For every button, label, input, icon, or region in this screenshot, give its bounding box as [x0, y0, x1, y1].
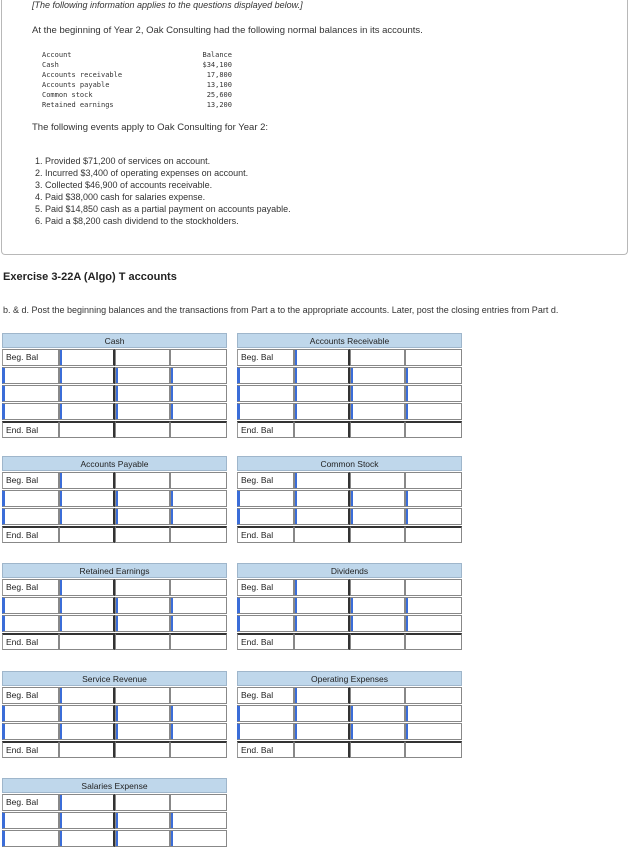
t-account-row — [237, 579, 462, 596]
credit-label-input[interactable] — [115, 812, 170, 829]
debit-amount-input[interactable] — [59, 508, 115, 525]
end-bal-label: End. Bal — [2, 526, 59, 543]
credit-label-input[interactable] — [115, 508, 170, 525]
debit-label-input[interactable] — [237, 705, 294, 722]
credit-amount-input[interactable] — [170, 723, 227, 740]
credit-amount-cell — [405, 687, 462, 704]
t-account-row — [2, 687, 227, 704]
header-account: Account — [42, 51, 72, 59]
balance-table — [42, 50, 232, 110]
balance-row — [42, 60, 232, 70]
credit-amount-cell — [170, 421, 227, 438]
credit-label-input[interactable] — [115, 597, 170, 614]
end-bal-amount — [59, 421, 115, 438]
credit-amount-cell — [405, 579, 462, 596]
debit-label-input[interactable] — [2, 723, 59, 740]
debit-label-input[interactable] — [2, 615, 59, 632]
debit-amount-input[interactable] — [294, 615, 350, 632]
credit-label-input[interactable] — [350, 490, 405, 507]
balance-row — [42, 90, 232, 100]
t-account-row — [237, 615, 462, 632]
credit-label-input[interactable] — [115, 830, 170, 847]
event-item: 6. Paid a $8,200 cash dividend to the stockholders. — [35, 216, 239, 226]
t-account-row — [2, 508, 227, 525]
credit-label-cell — [115, 349, 170, 366]
debit-amount-input[interactable] — [294, 508, 350, 525]
balance-row — [42, 70, 232, 80]
debit-amount-input[interactable] — [59, 812, 115, 829]
debit-amount-input[interactable] — [294, 367, 350, 384]
debit-label-input[interactable] — [2, 508, 59, 525]
debit-amount-input[interactable] — [294, 349, 350, 366]
event-item: 5. Paid $14,850 cash as a partial payment on accounts payable. — [35, 204, 291, 214]
credit-amount-cell — [405, 633, 462, 650]
credit-amount-cell — [405, 741, 462, 758]
balance-amount: $34,100 — [202, 61, 232, 69]
end-bal-amount — [59, 526, 115, 543]
debit-amount-input[interactable] — [59, 349, 115, 366]
t-account-title: Accounts Receivable — [237, 333, 462, 348]
debit-amount-input[interactable] — [59, 403, 115, 420]
credit-label-input[interactable] — [115, 490, 170, 507]
end-bal-label: End. Bal — [2, 421, 59, 438]
t-account-row — [237, 367, 462, 384]
credit-label-cell — [115, 633, 170, 650]
t-account-row — [237, 687, 462, 704]
credit-label-input[interactable] — [115, 403, 170, 420]
beg-bal-label: Beg. Bal — [237, 472, 294, 489]
t-account-title: Service Revenue — [2, 671, 227, 686]
credit-amount-input[interactable] — [405, 385, 462, 402]
end-bal-amount — [59, 633, 115, 650]
credit-label-cell — [350, 526, 405, 543]
info-intro: At the beginning of Year 2, Oak Consulting had the following normal balances in its accounts. — [32, 25, 423, 36]
credit-amount-input[interactable] — [170, 812, 227, 829]
t-account-row — [2, 421, 227, 438]
t-account-row — [2, 794, 227, 811]
debit-amount-input[interactable] — [294, 705, 350, 722]
credit-amount-input[interactable] — [170, 490, 227, 507]
t-account-title: Cash — [2, 333, 227, 348]
debit-label-input[interactable] — [237, 367, 294, 384]
debit-amount-input[interactable] — [59, 472, 115, 489]
exercise-instructions: b. & d. Post the beginning balances and the transactions from Part a to the appropriate accounts. Later, post the closing entries from Part d. — [3, 305, 559, 315]
debit-label-input[interactable] — [237, 597, 294, 614]
t-account-service-revenue — [2, 671, 227, 758]
debit-amount-input[interactable] — [294, 403, 350, 420]
balance-account: Accounts receivable — [42, 71, 123, 79]
events-list — [35, 155, 291, 227]
credit-amount-input[interactable] — [405, 367, 462, 384]
debit-label-input[interactable] — [2, 385, 59, 402]
t-account-row — [237, 385, 462, 402]
credit-amount-cell — [170, 794, 227, 811]
balance-amount: 17,800 — [206, 71, 232, 79]
credit-amount-input[interactable] — [405, 615, 462, 632]
end-bal-label: End. Bal — [2, 741, 59, 758]
credit-label-input[interactable] — [115, 367, 170, 384]
exercise-title: Exercise 3-22A (Algo) T accounts — [3, 271, 177, 283]
balance-table-header — [42, 50, 232, 60]
debit-amount-input[interactable] — [294, 472, 350, 489]
t-account-title: Accounts Payable — [2, 456, 227, 471]
debit-label-input[interactable] — [2, 812, 59, 829]
t-account-accounts-receivable — [237, 333, 462, 438]
credit-label-cell — [115, 472, 170, 489]
t-account-row — [237, 403, 462, 420]
t-account-row — [2, 723, 227, 740]
credit-label-cell — [115, 687, 170, 704]
beg-bal-label: Beg. Bal — [2, 349, 59, 366]
t-account-operating-expenses — [237, 671, 462, 758]
credit-label-input[interactable] — [115, 385, 170, 402]
t-account-row — [2, 633, 227, 650]
event-item: 3. Collected $46,900 of accounts receivable. — [35, 180, 213, 190]
t-account-row — [2, 472, 227, 489]
debit-amount-input[interactable] — [59, 830, 115, 847]
credit-label-input[interactable] — [350, 385, 405, 402]
t-account-row — [237, 472, 462, 489]
debit-amount-input[interactable] — [59, 490, 115, 507]
debit-amount-input[interactable] — [59, 597, 115, 614]
debit-amount-input[interactable] — [59, 385, 115, 402]
t-account-row — [2, 830, 227, 847]
credit-amount-cell — [170, 526, 227, 543]
beg-bal-label: Beg. Bal — [2, 579, 59, 596]
t-account-title: Retained Earnings — [2, 563, 227, 578]
credit-amount-input[interactable] — [170, 403, 227, 420]
header-balance: Balance — [202, 51, 232, 59]
debit-amount-input[interactable] — [294, 723, 350, 740]
credit-amount-cell — [170, 349, 227, 366]
t-account-common-stock — [237, 456, 462, 543]
t-account-row — [2, 490, 227, 507]
debit-label-input[interactable] — [2, 830, 59, 847]
end-bal-amount — [294, 421, 350, 438]
event-item: 2. Incurred $3,400 of operating expenses on account. — [35, 168, 249, 178]
credit-amount-input[interactable] — [170, 705, 227, 722]
credit-amount-cell — [170, 741, 227, 758]
balance-amount: 13,200 — [206, 101, 232, 109]
credit-label-cell — [350, 687, 405, 704]
credit-amount-input[interactable] — [170, 367, 227, 384]
credit-label-cell — [115, 579, 170, 596]
debit-label-input[interactable] — [237, 615, 294, 632]
t-account-row — [2, 579, 227, 596]
t-account-row — [237, 705, 462, 722]
credit-amount-input[interactable] — [170, 615, 227, 632]
credit-label-cell — [350, 741, 405, 758]
t-account-row — [237, 741, 462, 758]
debit-label-input[interactable] — [2, 367, 59, 384]
debit-amount-input[interactable] — [294, 687, 350, 704]
event-item: 4. Paid $38,000 cash for salaries expense. — [35, 192, 206, 202]
credit-label-cell — [115, 421, 170, 438]
t-account-row — [237, 723, 462, 740]
credit-label-cell — [350, 579, 405, 596]
balance-account: Accounts payable — [42, 81, 110, 89]
t-account-title: Dividends — [237, 563, 462, 578]
credit-amount-input[interactable] — [405, 403, 462, 420]
debit-amount-input[interactable] — [59, 367, 115, 384]
balance-account: Retained earnings — [42, 101, 114, 109]
end-bal-amount — [59, 741, 115, 758]
credit-amount-input[interactable] — [170, 508, 227, 525]
t-account-row — [237, 597, 462, 614]
event-item: 1. Provided $71,200 of services on account. — [35, 156, 211, 166]
t-account-accounts-payable — [2, 456, 227, 543]
beg-bal-label: Beg. Bal — [237, 579, 294, 596]
debit-label-input[interactable] — [237, 723, 294, 740]
debit-amount-input[interactable] — [294, 490, 350, 507]
debit-label-input[interactable] — [2, 403, 59, 420]
end-bal-label: End. Bal — [237, 633, 294, 650]
t-account-row — [2, 526, 227, 543]
credit-label-input[interactable] — [350, 597, 405, 614]
beg-bal-label: Beg. Bal — [2, 472, 59, 489]
credit-label-input[interactable] — [350, 705, 405, 722]
beg-bal-label: Beg. Bal — [237, 349, 294, 366]
credit-label-cell — [350, 349, 405, 366]
t-account-row — [2, 705, 227, 722]
t-account-salaries-expense — [2, 778, 227, 847]
credit-amount-input[interactable] — [405, 723, 462, 740]
debit-amount-input[interactable] — [294, 579, 350, 596]
credit-amount-input[interactable] — [405, 508, 462, 525]
credit-label-input[interactable] — [350, 367, 405, 384]
debit-amount-input[interactable] — [294, 385, 350, 402]
t-account-row — [237, 633, 462, 650]
end-bal-amount — [294, 633, 350, 650]
balance-account: Common stock — [42, 91, 93, 99]
t-account-cash — [2, 333, 227, 438]
t-account-row — [237, 490, 462, 507]
credit-amount-input[interactable] — [405, 490, 462, 507]
info-notice: [The following information applies to the questions displayed below.] — [32, 0, 303, 10]
beg-bal-label: Beg. Bal — [2, 687, 59, 704]
credit-amount-cell — [405, 421, 462, 438]
debit-amount-input[interactable] — [294, 597, 350, 614]
credit-label-input[interactable] — [115, 615, 170, 632]
debit-label-input[interactable] — [2, 597, 59, 614]
credit-label-cell — [350, 633, 405, 650]
debit-label-input[interactable] — [2, 490, 59, 507]
t-account-row — [2, 349, 227, 366]
credit-amount-input[interactable] — [170, 597, 227, 614]
t-account-row — [2, 597, 227, 614]
end-bal-amount — [294, 741, 350, 758]
t-account-row — [2, 615, 227, 632]
balance-amount: 25,600 — [206, 91, 232, 99]
credit-amount-cell — [170, 579, 227, 596]
credit-amount-input[interactable] — [405, 597, 462, 614]
debit-label-input[interactable] — [2, 705, 59, 722]
credit-label-input[interactable] — [350, 508, 405, 525]
t-account-row — [2, 741, 227, 758]
debit-label-input[interactable] — [237, 403, 294, 420]
debit-amount-input[interactable] — [59, 615, 115, 632]
t-account-row — [237, 508, 462, 525]
balance-row — [42, 100, 232, 110]
credit-label-cell — [115, 526, 170, 543]
credit-amount-input[interactable] — [170, 385, 227, 402]
credit-amount-input[interactable] — [405, 705, 462, 722]
beg-bal-label: Beg. Bal — [2, 794, 59, 811]
end-bal-label: End. Bal — [237, 741, 294, 758]
debit-amount-input[interactable] — [59, 579, 115, 596]
debit-amount-input[interactable] — [59, 723, 115, 740]
t-account-retained-earnings — [2, 563, 227, 650]
t-account-row — [2, 385, 227, 402]
debit-label-input[interactable] — [237, 385, 294, 402]
beg-bal-label: Beg. Bal — [237, 687, 294, 704]
credit-label-input[interactable] — [115, 723, 170, 740]
info-panel — [1, 0, 628, 255]
credit-amount-cell — [170, 633, 227, 650]
credit-amount-cell — [170, 687, 227, 704]
balance-row — [42, 80, 232, 90]
end-bal-label: End. Bal — [237, 526, 294, 543]
t-account-row — [237, 349, 462, 366]
debit-label-input[interactable] — [237, 508, 294, 525]
credit-label-cell — [115, 794, 170, 811]
t-account-row — [2, 367, 227, 384]
end-bal-label: End. Bal — [2, 633, 59, 650]
debit-amount-input[interactable] — [59, 705, 115, 722]
credit-label-input[interactable] — [350, 403, 405, 420]
credit-label-input[interactable] — [115, 705, 170, 722]
t-account-dividends — [237, 563, 462, 650]
end-bal-amount — [294, 526, 350, 543]
credit-amount-cell — [405, 526, 462, 543]
credit-label-input[interactable] — [350, 615, 405, 632]
credit-amount-input[interactable] — [170, 830, 227, 847]
debit-label-input[interactable] — [237, 490, 294, 507]
debit-amount-input[interactable] — [59, 687, 115, 704]
t-account-title: Salaries Expense — [2, 778, 227, 793]
end-bal-label: End. Bal — [237, 421, 294, 438]
t-account-title: Operating Expenses — [237, 671, 462, 686]
balance-amount: 13,100 — [206, 81, 232, 89]
t-account-row — [237, 421, 462, 438]
credit-label-cell — [350, 421, 405, 438]
balance-account: Cash — [42, 61, 59, 69]
credit-label-cell — [115, 741, 170, 758]
credit-amount-cell — [405, 472, 462, 489]
credit-amount-cell — [405, 349, 462, 366]
t-account-title: Common Stock — [237, 456, 462, 471]
events-intro: The following events apply to Oak Consulting for Year 2: — [32, 122, 269, 133]
t-account-row — [237, 526, 462, 543]
debit-amount-input[interactable] — [59, 794, 115, 811]
credit-label-cell — [350, 472, 405, 489]
t-account-row — [2, 403, 227, 420]
t-account-row — [2, 812, 227, 829]
credit-label-input[interactable] — [350, 723, 405, 740]
credit-amount-cell — [170, 472, 227, 489]
